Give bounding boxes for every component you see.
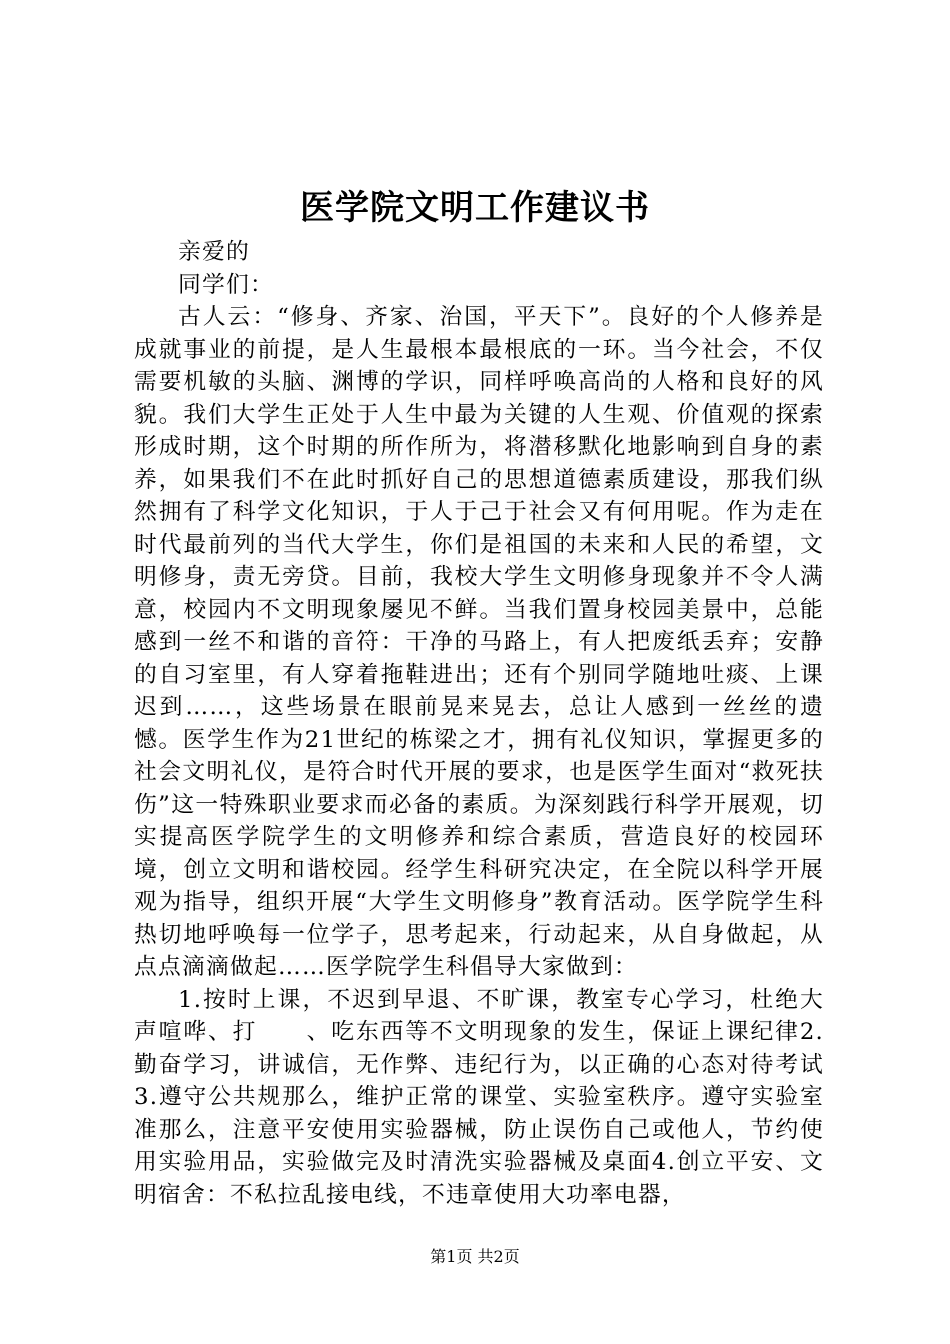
greeting-line-2: 同学们： [178,271,274,298]
paragraph-intro: 古人云：“修身、齐家、治国，平天下”。良好的个人修养是成就事业的前提，是人生最根本最根底的一环。当今社会，不仅需要机敏的头脑、渊博的学识，同样呼唤高尚的人格和良好的风貌。我们大学生正处于人生中最为关键的人生观、价值观的探索形成时期，这个时期的所作所为，将潜移默化地影响到自身的素养，如果我们不在此时抓好自己的思想道德素质建设，那我们纵然拥有了科学文化知识，于人于己于社会又有何用呢。作为走在时代最前列的当代大学生，你们是祖国的未来和人民的希望，文明修身，责无旁贷。目前，我校大学生文明修身现象并不令人满意，校园内不文明现象屡见不鲜。当我们置身校园美景中，总能感到一丝不和谐的音符：干净的马路上，有人把废纸丢弃；安静的自习室里，有人穿着拖鞋进出；还有个别同学随地吐痰、上课迟到……，这些场景在眼前晃来晃去，总让人感到一丝丝的遗憾。医学生作为21世纪的栋梁之才，拥有礼仪知识，掌握更多的社会文明礼仪，是符合时代开展的要求，也是医学生面对“救死扶伤”这一特殊职业要求而必备的素质。为深刻践行科学开展观，切实提高医学院学生的文明修养和综合素质，营造良好的校园环境，创立文明和谐校园。经学生科研究决定，在全院以科学开展观为指导，组织开展“大学生文明修身”教育活动。医学院学生科热切地呼唤每一位学子，思考起来，行动起来，从自身做起，从点点滴滴做起……医学院学生科倡导大家做到： [134,304,824,980]
page-footer: 第1页 共2页 [430,1247,520,1266]
greeting-line-1: 亲爱的 [178,239,250,265]
paragraph-rules: 1.按时上课，不迟到早退、不旷课，教室专心学习，杜绝大声喧哗、打 、吃东西等不文明现象的发生，保证上课纪律2.勤奋学习，讲诚信，无作弊、违纪行为，以正确的心态对待考试3.遵守公共规那么，维护正常的课堂、实验室秩序。遵守实验室准那么，注意平安使用实验器械，防止误伤自己或他人，节约使用实验用品，实验做完及时清洗实验器械及桌面4.创立平安、文明宿舍：不私拉乱接电线，不违章使用大功率电器， [134,986,824,1208]
document-title: 医学院文明工作建议书 [300,188,650,228]
document-body [134,236,824,1211]
